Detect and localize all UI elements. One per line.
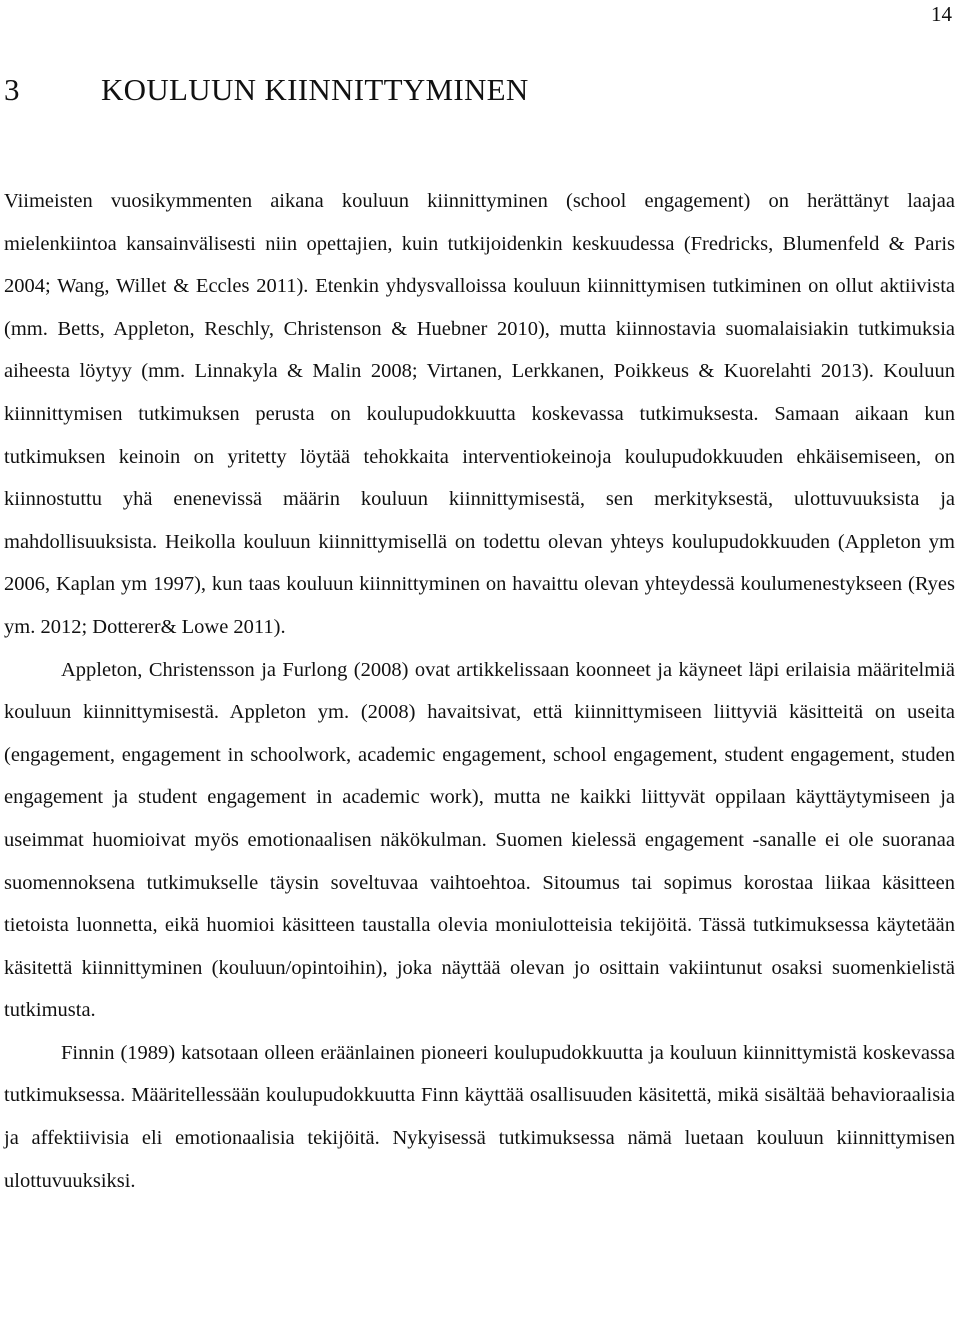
paragraph-finn-participation: Finnin (1989) katsotaan olleen eräänlainen pioneeri koulupudokkuutta ja kouluun kiinnittymistä koskevassa tutkimuksessa. Määritellessään koulupudokkuutta Finn käyttää osallisuuden käsitettä, mikä sisältää behavioraalisia ja affektiivisia eli emotionaalisia tekijöitä. Nykyisessä tutkimuksessa nämä luetaan kouluun kiinnittymisen ulottuvuuksiksi. — [4, 1041, 955, 1192]
body-text — [4, 180, 955, 1202]
paragraph-school-engagement-research: Viimeisten vuosikymmenten aikana kouluun kiinnittyminen (school engagement) on herättänyt laajaa mielenkiintoa kansainvälisesti niin opettajien, kuin tutkijoidenkin keskuudessa (Fredricks, Blumenfeld & Paris 2004; Wang, Willet & Eccles 2011). Etenkin yhdysvalloissa kouluun kiinnittymisen tutkiminen on ollut aktiivista (mm. Betts, Appleton, Reschly, Christenson & Huebner 2010), mutta kiinnostavia suomalaisiakin tutkimuksia aiheesta löytyy (mm. Linnakyla & Malin 2008; Virtanen, Lerkkanen, Poikkeus & Kuorelahti 2013). Kouluun kiinnittymisen tutkimuksen perusta on koulupudokkuutta koskevassa tutkimuksesta. Samaan aikaan kun tutkimuksen keinoin on yritetty löytää tehokkaita interventiokeinoja koulupudokkuuden ehkäisemiseen, on kiinnostuttu yhä enenevissä määrin kouluun kiinnittymisestä, sen merkityksestä, ulottuvuuksista ja mahdollisuuksista. Heikolla kouluun kiinnittymisellä on todettu olevan yhteys koulupudokkuuden (Appleton ym 2006, Kaplan ym 1997), kun taas kouluun kiinnittyminen on havaittu olevan yhteydessä koulumenestykseen (Ryes ym. 2012; Dotterer& Lowe 2011). — [4, 190, 955, 638]
chapter-title: KOULUUN KIINNITTYMINEN — [101, 72, 529, 107]
paragraph-engagement-definitions: Appleton, Christensson ja Furlong (2008) ovat artikkelissaan koonneet ja käyneet läpi erilaisia määritelmiä kouluun kiinnittymisestä. Appleton ym. (2008) havaitsivat, että kiinnittymiseen liittyviä käsitteitä on useita (engagement, engagement in schoolwork, academic engagement, school engagement, student engagement, studen engagement ja student engagement in academic work), mutta ne kaikki liittyvät oppilaan käyttäytymiseen ja useimmat huomioivat myös emotionaalisen näkökulman. Suomen kielessä engagement -sanalle ei ole suoranaa suomennoksena tutkimukselle täysin soveltuvaa vaihtoehtoa. Sitoumus tai sopimus korostaa liikaa käsitteen tietoista luonnetta, eikä huomioi käsitteen taustalla olevia moniulotteisia tekijöitä. Tässä tutkimuksessa käytetään käsitettä kiinnittyminen (kouluun/opintoihin), joka näyttää olevan jo osittain vakiintunut osaksi suomenkielistä tutkimusta. — [4, 658, 955, 1022]
chapter-number: 3 — [4, 72, 20, 107]
chapter-heading — [4, 70, 529, 110]
page-number: 14 — [931, 2, 952, 26]
